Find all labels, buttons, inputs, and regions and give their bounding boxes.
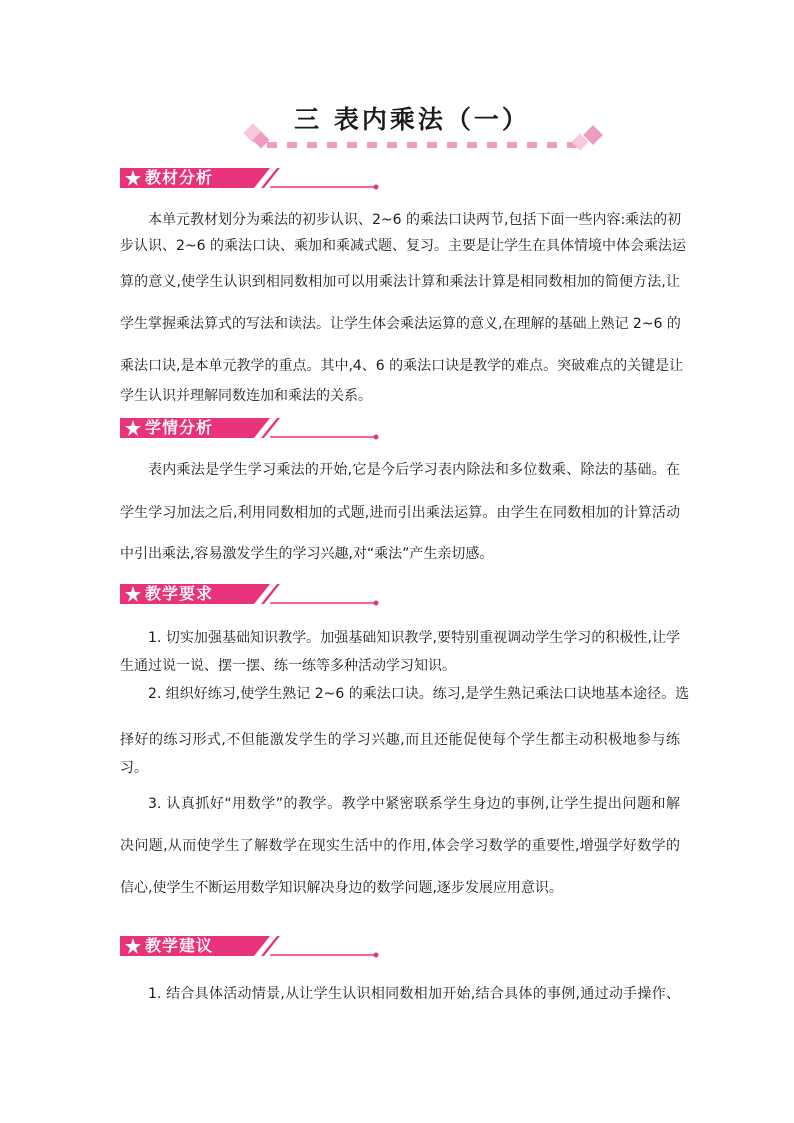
text-line: 1. 结合具体活动情景,从让学生认识相同数相加开始,结合具体的事例,通过动手操作、: [148, 986, 680, 1002]
text-line: 本单元教材划分为乘法的初步认识、2~6 的乘法口诀两节,包括下面一些内容:乘法的初: [148, 212, 682, 228]
text-line: 生通过说一说、摆一摆、练一练等多种活动学习知识。: [120, 658, 456, 674]
text-line: 步认识、2~6 的乘法口诀、乘加和乘减式题、复习。主要是让学生在具体情境中体会乘法运: [120, 238, 686, 254]
text-line: 学生学习加法之后,利用同数相加的式题,进而引出乘法运算。由学生在同数相加的计算活动: [120, 505, 680, 521]
section-title: 教学建议: [145, 936, 214, 955]
text-line: 择好的练习形式,不但能激发学生的学习兴趣,而且还能促使每个学生都主动积极地参与练: [120, 732, 680, 748]
section-header-1: [120, 166, 380, 192]
text-line: 信心,使学生不断运用数学知识解决身边的数学问题,逐步发展应用意识。: [120, 880, 563, 896]
section-title: 学情分析: [145, 418, 214, 437]
text-line: 2. 组织好练习,使学生熟记 2~6 的乘法口诀。练习,是学生熟记乘法口诀地基本途径。选: [148, 686, 690, 702]
star-icon: [125, 938, 141, 954]
text-line: 表内乘法是学生学习乘法的开始,它是今后学习表内除法和多位数乘、除法的基础。在: [148, 462, 680, 478]
section-header-4: [120, 934, 380, 960]
text-line: 3. 认真抓好“用数学”的教学。教学中紧密联系学生身边的事例,让学生提出问题和解: [148, 796, 680, 812]
star-icon: [125, 420, 141, 436]
text-line: 中引出乘法,容易激发学生的学习兴趣,对“乘法”产生亲切感。: [120, 546, 494, 562]
text-line: 算的意义,使学生认识到相同数相加可以用乘法计算和乘法计算是相同数相加的简便方法,让: [120, 274, 680, 290]
text-line: 学生认识并理解同数连加和乘法的关系。: [120, 388, 372, 404]
text-line: 决问题,从而使学生了解数学在现实生活中的作用,体会学习数学的重要性,增强学好数学的: [120, 838, 680, 854]
text-line: 习。: [120, 760, 148, 776]
section-header-2: [120, 416, 380, 442]
section-title: 教材分析: [145, 168, 214, 187]
section-title: 教学要求: [145, 584, 214, 603]
star-icon: [125, 170, 141, 186]
title-decoration: [0, 0, 794, 160]
text-line: 1. 切实加强基础知识教学。加强基础知识教学,要特别重视调动学生学习的积极性,让学: [148, 630, 680, 646]
section-header-3: [120, 582, 380, 608]
text-line: 乘法口诀,是本单元教学的重点。其中,4、6 的乘法口诀是教学的难点。突破难点的关键是让: [120, 358, 684, 374]
page-title: 三 表内乘法（一）: [294, 105, 530, 134]
text-line: 学生掌握乘法算式的写法和读法。让学生体会乘法运算的意义,在理解的基础上熟记 2~6 的: [120, 316, 681, 332]
star-icon: [125, 586, 141, 602]
